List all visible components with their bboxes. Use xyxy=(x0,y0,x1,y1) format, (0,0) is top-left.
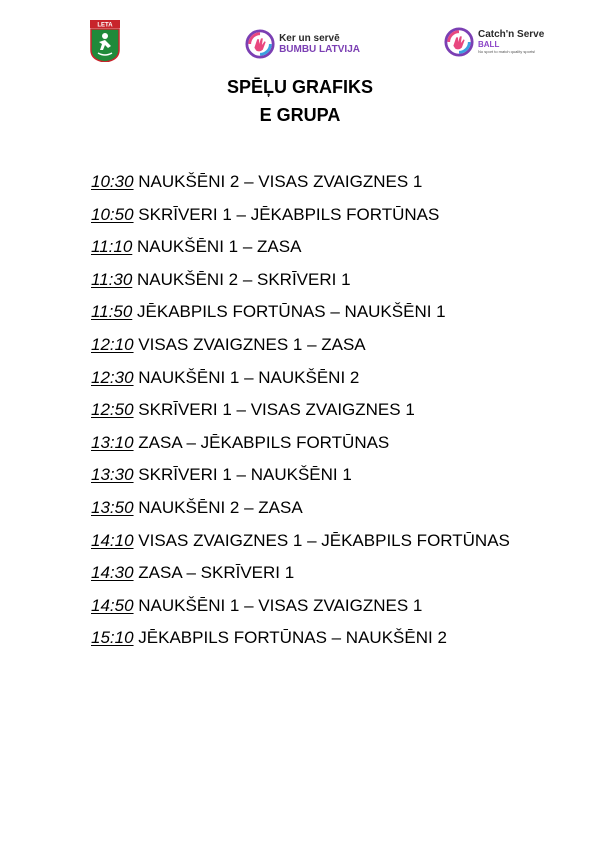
match-row xyxy=(91,431,510,464)
match-teams: VISAS ZVAIGZNES 1 – ZASA xyxy=(138,334,366,354)
ker-un-serve-logo xyxy=(245,27,360,61)
match-row xyxy=(91,268,510,301)
match-time: 13:50 xyxy=(91,497,134,517)
match-time: 11:30 xyxy=(91,269,133,289)
catch-logo-line1: Catch'n Serve xyxy=(478,29,545,40)
match-teams: NAUKŠĒNI 1 – VISAS ZVAIGZNES 1 xyxy=(138,595,423,615)
match-row xyxy=(91,333,510,366)
match-time: 12:30 xyxy=(91,367,134,387)
match-teams: NAUKŠĒNI 2 – VISAS ZVAIGZNES 1 xyxy=(138,172,423,191)
match-row xyxy=(91,366,510,399)
match-teams: NAUKŠĒNI 1 – ZASA xyxy=(137,237,302,257)
match-teams: VISAS ZVAIGZNES 1 – JĒKABPILS FORTŪNAS xyxy=(138,530,510,550)
match-row xyxy=(91,626,510,659)
match-row xyxy=(91,203,510,236)
match-teams: ZASA – SKRĪVERI 1 xyxy=(138,563,295,583)
match-time: 14:30 xyxy=(91,563,134,583)
match-time: 12:50 xyxy=(91,400,134,420)
match-teams: SKRĪVERI 1 – NAUKŠĒNI 1 xyxy=(138,465,352,485)
match-time: 13:10 xyxy=(91,432,134,452)
leta-logo xyxy=(90,20,120,62)
match-row xyxy=(91,398,510,431)
match-teams: NAUKŠĒNI 2 – ZASA xyxy=(138,497,303,517)
match-row xyxy=(91,170,510,203)
leta-emblem-icon xyxy=(90,20,120,62)
match-teams: SKRĪVERI 1 – VISAS ZVAIGZNES 1 xyxy=(138,400,415,420)
match-teams: ZASA – JĒKABPILS FORTŪNAS xyxy=(138,432,390,452)
match-row xyxy=(91,561,510,594)
match-time: 10:30 xyxy=(91,172,134,191)
ker-logo-line2: BUMBU LATVIJA xyxy=(279,43,360,55)
match-time: 14:10 xyxy=(91,530,134,550)
match-teams: JĒKABPILS FORTŪNAS – NAUKŠĒNI 2 xyxy=(138,628,447,648)
match-row xyxy=(91,496,510,529)
group-title: E GRUPA xyxy=(259,105,341,125)
catch-logo-line2: BALL xyxy=(478,40,500,49)
match-teams: NAUKŠĒNI 1 – NAUKŠĒNI 2 xyxy=(138,367,360,387)
match-time: 13:30 xyxy=(91,465,134,485)
match-time: 14:50 xyxy=(91,595,134,615)
page-title: SPĒĻU GRAFIKS xyxy=(226,77,373,97)
match-row xyxy=(91,529,510,562)
match-row xyxy=(91,463,510,496)
match-time: 12:10 xyxy=(91,334,134,354)
match-teams: NAUKŠĒNI 2 – SKRĪVERI 1 xyxy=(137,269,351,289)
leta-logo-text: LETA xyxy=(97,22,113,29)
match-row xyxy=(91,300,510,333)
match-time: 11:10 xyxy=(91,237,133,257)
match-teams: SKRĪVERI 1 – JĒKABPILS FORTŪNAS xyxy=(138,204,440,224)
match-time: 15:10 xyxy=(91,628,134,648)
catch-n-serve-logo xyxy=(444,25,549,59)
ker-logo-line1: Ker un servē xyxy=(279,32,340,44)
ker-hand-icon xyxy=(245,28,275,60)
match-row xyxy=(91,594,510,627)
match-time: 10:50 xyxy=(91,204,134,224)
catch-hand-icon xyxy=(444,27,474,57)
match-row xyxy=(91,235,510,268)
match-time: 11:50 xyxy=(91,302,133,322)
catch-logo-tagline: No sport to match quality sports! xyxy=(478,49,536,54)
match-schedule xyxy=(91,170,510,659)
match-teams: JĒKABPILS FORTŪNAS – NAUKŠĒNI 1 xyxy=(137,302,446,322)
